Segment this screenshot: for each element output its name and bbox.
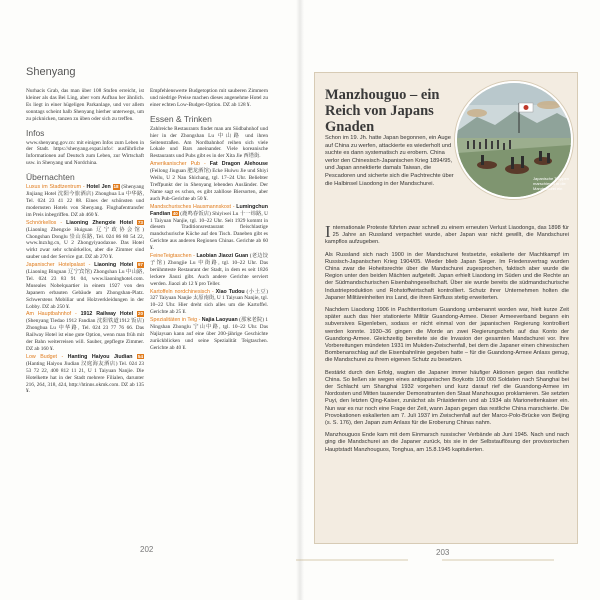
listing-category: Japanischer Hotelpalast - [26,262,91,269]
map-number-badge: 18 [113,184,119,190]
book-gutter [296,0,304,600]
box-paragraph: Internationale Proteste führten zwar schnell zu einem erneuten Verlust Liaodongs, das 1898 für 25 Jahre an Russland verpachtet wurde, aber Japan war nicht gewillt, die Mandschurei kampflos aufzugeben. [325,222,569,246]
map-number-badge: 97 [137,262,143,268]
history-box [314,72,578,544]
listing-category: Luxus im Stadtzentrum - [26,184,85,191]
listing-entry [26,311,144,352]
listing-text: (那家老院) 1 Ningshan Zhonglu 宁山中路, tgl. 10–22 Uhr. Das Najiayuan kann auf eine über 200-jährige Geschichte zurückblicken und seine Spezialität Teigtaschen. Gerichte ab 40 ¥. [150,317,268,351]
map-number-badge: 54 [137,353,144,359]
listing-entry [26,220,144,261]
listing-entry [150,253,268,288]
uebernachten-heading: Übernachten [26,172,75,183]
listing-entry [26,184,144,219]
listing-category: Mandschurisches Hausmannskost - [150,203,235,210]
listing-category: Am Hauptbahnhof - [26,311,77,318]
infos-heading: Infos [26,127,45,138]
box-paragraph: Nachdem Liaodong 1906 in Pachtterritorium Guandong umbenannt worden war, hielt kurze Zeit später auch das hier stationierte Militär Guandong-Armee. Dieser Armeeverband begann ein subversives Eigenleben, sodass er nicht einmal von der japanischen Regierung kontrolliert werden konnte. 1930–36 gingen die Morde an zwei Regierungschefs auf das Konto der Guandong-Armee. Gleichzeitig bereitete sie die Invasion der gesamten Mandschurei vor. Ihre Vorbereitungen mündeten 1931 im Mukden-Zwischenfall, bei dem die Japaner einen chinesischen Bombenanschlag auf die Eisenbahnlinie gegeben hatte – für die Guandong-Armee Anlass genug, die Mandschurei zu ihrem eigenen Schutz zu besetzen. [325,307,569,364]
box-body [325,222,569,459]
page-number-left: 202 [140,545,154,554]
listing-entry [26,354,144,395]
listing-entry [150,204,268,252]
listing-category: Schnörkellos - [26,219,63,226]
listing-name: Najia Laoyuan [201,317,238,324]
listing-name: Lumingchun Fandian [150,203,268,217]
map-number-badge: 40 [172,210,178,216]
restaurant-list [150,161,268,351]
listing-category: FeineTeigtaschen - [150,253,195,260]
listing-category: Low Budget - [26,353,64,360]
listing-text: (Feilong Jiuguan 肥龙酒馆) Ecke Huiwu Jie und Shiyi Weilu, U 2 Nan Shichang, tgl. 17–24 Uhr. Beliebter Treffpunkt der in Shenyang lebenden Ausländer. Der Name sagt es schon, es gibt zahllose Biersorten, aber auch Pub-Gerichte ab 50 ¥. [150,168,268,202]
listing-entry [150,289,268,317]
listing-text: (Liaoning Binguan 辽宁宾馆) Zhongshan Lu 中山路, Tel. 024 23 83 91 04, www.liaoninghotel.com. Museales Nobelquartier in einem 1927 von den Japanern erbauten Gebäude am Zhongshan-Platz. Schwerstens Mobiliar und Holzverkleidungen in der Lobby. DZ ab 250 ¥. [26,269,144,310]
listing-category: Kartoffeln nordchinesisch - [150,288,214,295]
decorative-border [296,556,554,564]
listing-entry [150,161,268,202]
listing-text: (鹿鸣春饭店) Shiyiwei Lu 十一纬路, U 1 Taiyuan Nanjie, tgl. 10–22 Uhr. Seit 1929 kommt in diesem Traditionsrestaurant fleischlastige mandschurische Küche auf den Tisch. Daneben gibt es Gerichte aus anderen Regionen Chinas. Gerichte ab 60 ¥. [150,210,268,252]
listing-name: Liaoning Zhengxie Hotel [66,219,133,226]
listing-category: Spezialitäten in Teig - [150,317,201,324]
box-paragraph: Bestärkt durch den Erfolg, wagten die Japaner immer häufiger Aktionen gegen das restliche China. So ließen sie wegen eines antijapanischen Boykotts 100 000 Soldaten nach Shanghai bei der Schlacht um Shanghai 1932 vorgehen und kurz darauf rief die Guandong-Armee im Nordosten und Mitten tausender Demonstranten den Staat Manzhouguo proklamieren. Sie setzten Puyi, den letzten Qing-Kaiser, zunächst als Präsidenten und ab 1934 als Marionettenkaiser ein. Nun war es nur noch eine Frage der Zeit, wann Japan gegen das restliche China marschierte. Die Provokationen eskalierten am 7. Juli 1937 im Zwischenfall auf der Marco-Polo-Brücke von Beijing (s. S. 176), den Japan zum Anlass für die Eroberung Chinas nahm. [325,369,569,427]
listing-entry [26,262,144,310]
listing-text: (Shenyang Jinjiang Hotel 沈阳今旅酒店) Zhonghua Lu 中华路, Tel. 024 23 41 22 88. Eines der schönsten und modernsten Hotels von Shenyang. Flughafentransfer im Preis inbegriffen. DZ ab 460 ¥. [26,184,145,218]
drop-cap: I [325,222,331,241]
box-paragraph: Manzhouguos Ende kam mit dem Einmarsch russischer Verbände ab Juni 1945. Nach und nach ging die Mandschurei an die Japaner zurück, bis sie in der Selbstauflösung der provisorischen Hauptstadt Manzhouguos, Tonghua, am 15.8.1945 kapitulierten. [325,432,569,453]
listing-name: Laobian Jiaozi Guan [196,253,249,260]
left-column-2 [150,88,268,353]
listing-name: Fat Dragon Alehouse [209,161,269,168]
box-paragraph: Als Russland sich nach 1900 in der Mandschurei festsetzte, eskalierte der Machtkampf im Russisch-Japanischen Krieg 1904/05. Wieder blieb Japan Sieger. Im Friedensvertrag wurden China zwar die Hoheitsrechte über die Mandschurei zugesprochen, faktisch aber wurde die Region unter den beiden Mächten aufgeteilt. Japan erhielt Liaodong im Süden und die Rechte an der Südmandschurischen Eisenbahngesellschaft. Über sie wurde bereits die südmandschurische Industrieproduktion und Rohstoffwirtschaft kontrolliert. Schutz ihrer Unternehmen holten die Japaner Militäreinheiten ins Land, die ihren Einfluss stetig erweiterten. [325,251,569,301]
running-head: Shenyang [26,66,76,78]
listing-entry [150,317,268,352]
map-number-badge: 73 [137,219,143,225]
intro-paragraph: Nurhacis Grab, das man über 108 Stufen erreicht, ist kleiner als das Bei Ling, aber vom Aufbau her ähnlich. Es liegt in einer hügeligen Parkanlage, und vor allem sonntags scheint halb Shenyang hierher unterwegs, um zu picknicken, tanzen zu üben oder sich zu treffen. [26,88,144,122]
listing-text: (Liaoning Zhengxie Huiguan 辽宁政协会馆) Chongshan Donglu 崇山东路, Tel. 024 86 80 54 22, www.lnzxhg.cn, U 2 Zhongyiyaodaxue. Das Hotel wirkt zwar sehr schnörkellos, aber die Zimmer sind sauber und der Service gut. DZ ab 270 ¥. [26,226,144,261]
listing-name: Liaoning Hotel [94,262,134,269]
left-column-1 [26,88,144,396]
box-title: Manzhouguo – ein Reich von Japans Gnaden [325,87,440,135]
essen-intro: Zahlreiche Restaurants findet man am Südbahnhof und hier in der Zhongshan Lu 中山路 und ihren Seitenstraßen. Am Nordbahnhof reihen sich viele Lokale und Bars aneinander. Viele koreanische Restaurants und Pubs gibt es in der Xita Jie 西塔街. [150,125,268,160]
listing-name: Xiao Tudou [215,288,245,295]
listing-category: Amerikanischer Pub - [150,161,206,168]
infos-text: www.shenyang.gov.cn: mit einigen Infos zum Leben in der Stadt. https://shenyang.expat.info/: ausführliche Informationen auf Deutsch zum Leben, zur Wirtschaft usw. in Shenyang und Nordchina. [26,139,144,167]
hotel-list [26,184,144,395]
col2-intro: Empfehlenswerte Budgetoption mit sauberen Zimmern und niedrige Preise machen dieses angenehme Hotel zu einer echten Low-Budget-Option. DZ ab 128 ¥. [150,88,268,108]
listing-name: Hotel Jen [86,184,111,191]
essen-heading: Essen & Trinken [150,113,212,124]
box-intro: Schon im 19. Jh. hatte Japan begonnen, ein Auge auf China zu werfen, attackierte es wiederholt und suchte es dann systematisch zu erobern. China verlor den Chinesisch-Japanischen Krieg 1894/95, und Japan annektierte damals Taiwan, die Pescadoren und sicherte sich die Pachtrechte über die Halbinsel Liaodong in der Mandschurei. [325,135,454,187]
listing-name: 1912 Railway Hotel [80,311,134,318]
illustration-caption: Japanische Truppen marschieren in die Mandschurei ein [533,176,570,191]
page-number-right: 203 [436,548,450,557]
listing-name: Hanting Haiyou Jiudian [67,353,133,360]
listing-text: (Shenyang Tiedao 1912 Fandian 沈阳铁道1912 饭店) Zhonghua Lu 中华路, Tel. 024 23 77 76 66. Das Railway Hotel ist eine gute Option, wenn man früh mit der Bahn weiterreisen will. Sauber, gepflegte Zimmer. DZ ab 160 ¥. [26,318,144,352]
listing-text: (Hanting Haiyou Jiudian 汉庭海友酒店) Tel. 024 23 53 72 22, 400 812 11 21, U 1 Taiyuan Nanjie. Die Hotelkette hat in der Stadt mehrere Filialen, darunter 216, 264, 318, 424, http://htinns.okmk.com. DZ ab 135 ¥. [26,360,144,395]
listing-text: (老边饺子馆) Zhongjie Lu 中街路, tgl. 10–22 Uhr. Das berühmteste Restaurant der Stadt, in dem es seit 1826 leckere Jiaozi gibt. Auch andere Gerichte serviert werden. Jiaozi ab 12 ¥ pro Teller. [150,253,268,287]
listing-text: (小土豆) 327 Taiyuan Nanjie 太原南街, U 1 Taiyuan Nanjie, tgl. 10–22 Uhr. Hier dreht sich alles um die Kartoffel. Gerichte ab 25 ¥. [150,288,269,316]
map-number-badge: 20 [137,311,144,317]
